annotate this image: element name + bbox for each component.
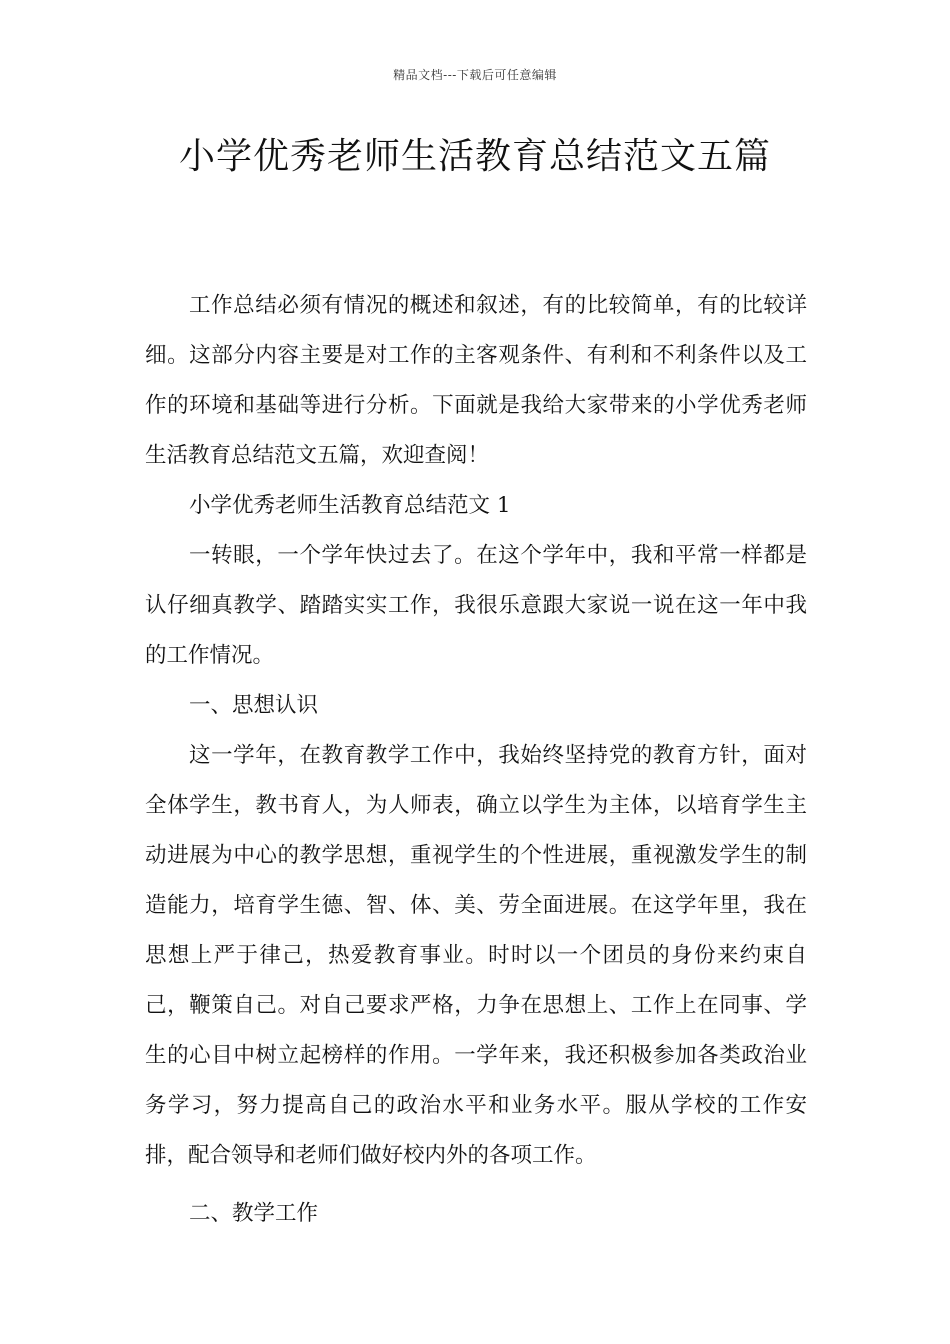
section-heading-essay-1: 小学优秀老师生活教育总结范文 1 xyxy=(189,493,511,518)
intro-paragraph: 工作总结必须有情况的概述和叙述，有的比较简单，有的比较详细。这部分内容主要是对工作的主客观条件、有利和不利条件以及工作的环境和基础等进行分析。下面就是我给大家带来的小学优秀老师生活教育总结范文五篇，欢迎查阅！ xyxy=(145,293,807,468)
section-heading-thought: 一、思想认识 xyxy=(189,693,319,718)
section-heading-teaching: 二、教学工作 xyxy=(189,1201,319,1226)
document-title: 小学优秀老师生活教育总结范文五篇 xyxy=(178,136,771,177)
header-note: 精品文档---下载后可任意编辑 xyxy=(393,68,557,82)
body-paragraph: 这一学年，在教育教学工作中，我始终坚持党的教育方针，面对全体学生，教书育人，为人师表，确立以学生为主体，以培育学生主动进展为中心的教学思想，重视学生的个性进展，重视激发学生的制造能力，培育学生德、智、体、美、劳全面进展。在这学年里，我在思想上严于律己，热爱教育事业。时时以一个团员的身份来约束自己，鞭策自己。对自己要求严格，力争在思想上、工作上在同事、学生的心目中树立起榜样的作用。一学年来，我还积极参加各类政治业务学习，努力提高自己的政治水平和业务水平。服从学校的工作安排，配合领导和老师们做好校内外的各项工作。 xyxy=(145,743,807,1168)
body-paragraph: 一转眼，一个学年快过去了。在这个学年中，我和平常一样都是认仔细真教学、踏踏实实工作，我很乐意跟大家说一说在这一年中我的工作情况。 xyxy=(145,543,807,668)
document-body xyxy=(145,281,807,1239)
